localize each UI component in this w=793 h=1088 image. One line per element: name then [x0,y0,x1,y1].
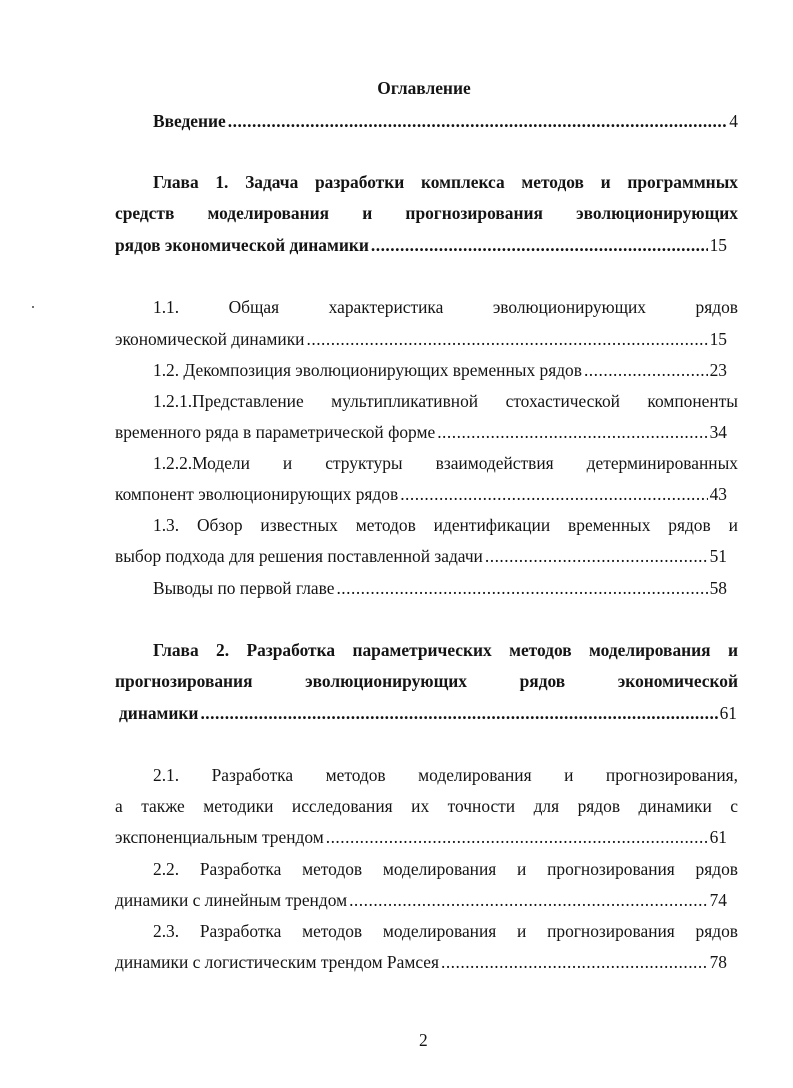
word: методов [325,765,386,785]
word: рядов [695,921,738,941]
toc-page-number: 78 [709,952,727,972]
word: и [282,453,293,473]
toc-entry-2-2-line2[interactable] [115,889,727,911]
word: 1.3. [153,515,180,535]
toc-entry-1-2-1-line2[interactable] [115,421,727,443]
toc-entry-label: экономической динамики [115,329,305,349]
toc-entry-2-3-line1[interactable] [153,920,738,942]
toc-entry-1-2[interactable] [153,359,727,381]
word: Разработка [246,640,336,660]
word: моделирования [382,921,497,941]
toc-entry-1-1-line2[interactable] [115,328,727,350]
toc-entry-label: экспоненциальным трендом [115,827,324,847]
word: методов [302,859,363,879]
word: рядов [695,297,738,317]
toc-entry-1-1-line1[interactable] [153,296,738,318]
word: взаимодействия [435,453,554,473]
word: известных [260,515,338,535]
word: прогнозирования [115,671,253,691]
word: эволюционирующих [576,203,738,223]
toc-entry-1-2-1-line1[interactable] [153,390,738,412]
word: идентификации [433,515,551,535]
word: и [727,640,738,660]
leader-dots [200,702,717,724]
toc-page-number: 43 [709,484,727,504]
leader-dots [485,545,708,567]
toc-entry-1-2-2-line1[interactable] [153,452,738,474]
word: для [533,796,560,816]
toc-entry-1-2-2-line2[interactable] [115,483,727,505]
word: средств [115,203,175,223]
leader-dots [336,577,707,599]
word: прогнозирования [405,203,543,223]
word: точности [447,796,516,816]
word: прогнозирования [547,921,675,941]
leader-dots [326,826,708,848]
toc-page-number: 23 [709,360,727,380]
word: детерминированных [586,453,738,473]
word: и [362,203,373,223]
word: их [411,796,430,816]
word: экономической [617,671,738,691]
word: Глава [153,172,199,192]
leader-dots [349,889,708,911]
word: и [517,921,527,941]
word: 1.2.2.Модели [153,453,250,473]
word: и [600,172,611,192]
toc-page-number: 34 [709,422,727,442]
toc-entry-label: Введение [153,111,226,131]
word: эволюционирующих [492,297,647,317]
word: динамики [638,796,712,816]
chapter2-heading-line3[interactable] [119,702,737,724]
word: комплекса [420,172,505,192]
word: программных [627,172,738,192]
word: методов [509,640,572,660]
leader-dots [441,951,708,973]
word: исследования [291,796,393,816]
word: моделирования [418,765,532,785]
word: 2.1. [153,765,180,785]
toc-entry-label: выбор подхода для решения поставленной задачи [115,546,483,566]
word: методов [521,172,584,192]
toc-page-number: 15 [709,235,727,255]
word: компоненты [647,391,738,411]
toc-page-number: 61 [719,703,737,723]
leader-dots [584,359,708,381]
word: и [728,515,738,535]
chapter2-heading-line2[interactable] [115,670,738,692]
word: рядов [519,671,566,691]
toc-page-number: 4 [729,111,738,131]
word: 2.2. [153,859,180,879]
word: методов [302,921,363,941]
leader-dots [228,110,728,132]
word: Глава [153,640,199,660]
word: 2. [216,640,230,660]
word: 1. [215,172,229,192]
leader-dots [400,483,707,505]
word: параметрических [352,640,492,660]
scan-speck [32,306,34,308]
toc-entry-label: временного ряда в параметрической форме [115,422,436,442]
toc-page-number: 15 [709,329,727,349]
toc-page-number: 58 [709,578,727,598]
word: временных [568,515,651,535]
chapter1-heading-line2[interactable] [115,202,738,224]
page-number: 2 [419,1030,428,1050]
word: Разработка [199,921,282,941]
toc-entry-intro[interactable] [153,110,738,132]
word: а [115,796,123,816]
word: Разработка [199,859,282,879]
leader-dots [307,328,708,350]
chapter2-heading-line1[interactable] [153,639,738,661]
word: моделирования [207,203,330,223]
toc-entry-label: рядов экономической динамики [115,235,369,255]
toc-entry-1-3-line2[interactable] [115,545,727,567]
toc-entry-label: Выводы по первой главе [153,578,335,598]
word: стохастической [505,391,620,411]
word: мультипликативной [331,391,479,411]
word: 2.3. [153,921,180,941]
word: прогнозирования, [605,765,738,785]
word: разработки [315,172,405,192]
word: методов [355,515,416,535]
page-title: Оглавление [377,78,471,98]
word: моделирования [589,640,711,660]
toc-entry-conclusions[interactable] [153,577,727,599]
word: структуры [325,453,403,473]
toc-page-number: 51 [709,546,727,566]
toc-entry-2-1-line1[interactable] [153,764,738,786]
toc-entry-2-1-line2[interactable] [115,795,738,817]
word: 1.2.1.Представление [153,391,304,411]
toc-page-number: 74 [709,890,727,910]
word: также [141,796,185,816]
toc-entry-label: динамики с линейным трендом [115,890,348,910]
toc-entry-label: динамики [119,703,199,723]
word: Обзор [196,515,243,535]
toc-page-number: 61 [709,827,727,847]
word: эволюционирующих [305,671,467,691]
toc-entry-label: 1.2. Декомпозиция эволюционирующих временных рядов [153,360,582,380]
word: 1.1. [153,297,180,317]
word: Общая [228,297,280,317]
word: с [730,796,738,816]
toc-entry-2-1-line3[interactable] [115,826,727,848]
toc-entry-2-2-line1[interactable] [153,858,738,880]
chapter1-heading-line1[interactable] [153,171,738,193]
word: и [517,859,527,879]
toc-entry-label: компонент эволюционирующих рядов [115,484,399,504]
word: Разработка [211,765,294,785]
toc-entry-1-3-line1[interactable] [153,514,738,536]
leader-dots [437,421,707,443]
word: характеристика [328,297,444,317]
word: рядов [577,796,621,816]
toc-entry-label: динамики с логистическим трендом Рамсея [115,952,439,972]
leader-dots [371,234,708,256]
word: рядов [695,859,738,879]
word: рядов [668,515,711,535]
toc-entry-2-3-line2[interactable] [115,951,727,973]
chapter1-heading-line3[interactable] [115,234,727,256]
word: прогнозирования [547,859,675,879]
word: и [564,765,574,785]
word: Задача [245,172,299,192]
word: моделирования [382,859,497,879]
word: методики [203,796,274,816]
